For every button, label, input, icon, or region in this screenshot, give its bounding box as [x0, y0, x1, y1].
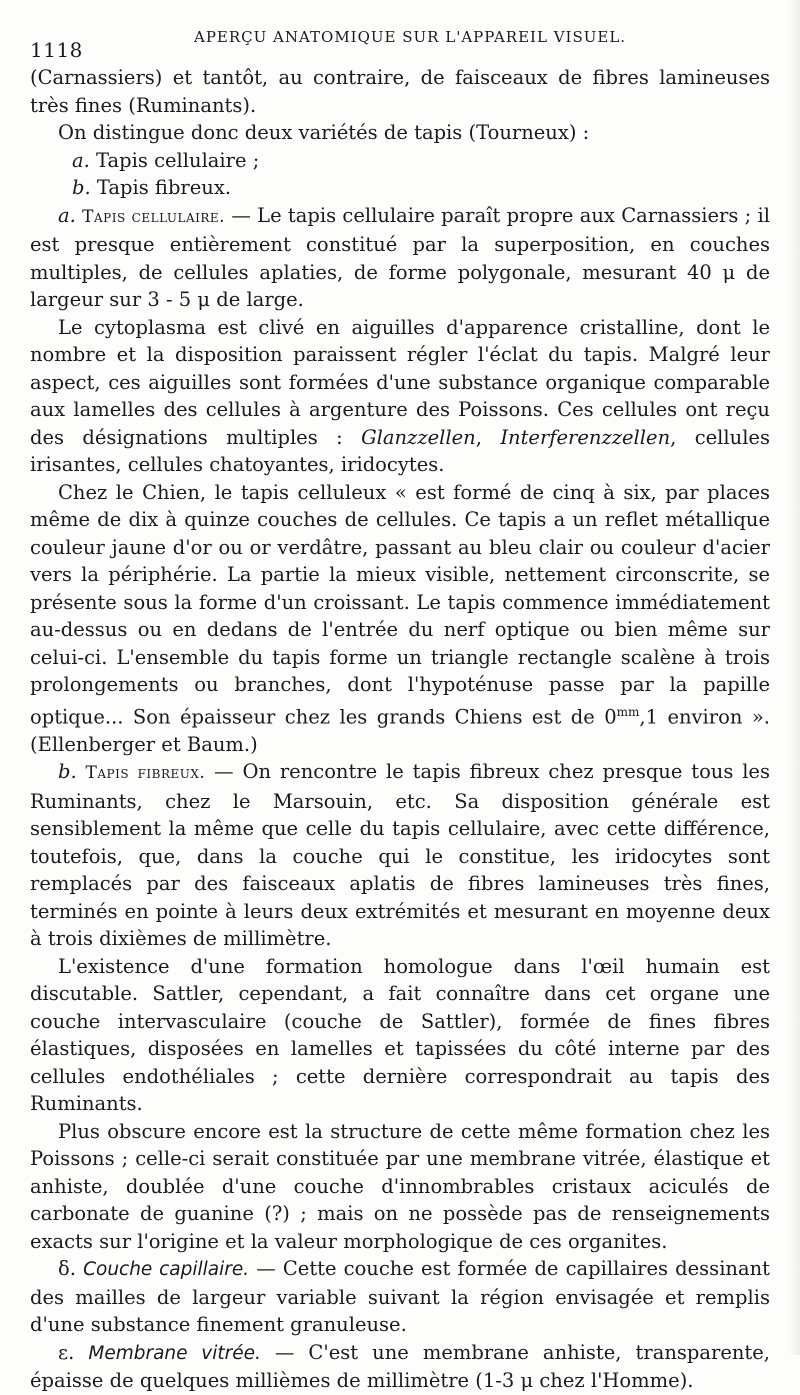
- section-letter: δ.: [58, 1257, 76, 1280]
- paragraph: [30, 479, 770, 759]
- paragraph-text: Le cytoplasma est clivé en aiguilles d'apparence cristalline, dont le nombre et la disposition paraissent régler l'éclat du tapis. Malgré leur aspect, ces aiguilles sont formées d'une substance organique comparable aux lamelles des cellules à argenture des Poissons. Ces cellules ont reçu des désignations multiples :: [30, 315, 770, 449]
- section-letter: b.: [58, 760, 77, 783]
- paragraph-text: — C'est une membrane anhiste, transparente, épaisse de quelques millièmes de millimètre (1-3 μ chez l'Homme).: [30, 1340, 770, 1392]
- paragraph-text: , cellules irisantes, cellules chatoyantes, iridocytes.: [30, 425, 770, 476]
- paragraph-text: (Carnassiers) et tantôt, au contraire, de faisceaux de fibres lamineuses très fines (Ruminants).: [30, 66, 770, 117]
- paragraph-text: On distingue donc deux variétés de tapis (Tourneux) :: [58, 121, 590, 144]
- list-item: [30, 174, 770, 202]
- item-letter: a.: [72, 148, 90, 172]
- paragraph: [30, 64, 770, 119]
- page-edge-shadow: [788, 0, 800, 1355]
- paragraph-text: — On rencontre le tapis fibreux chez presque tous les Ruminants, chez le Marsouin, etc. Sa disposition générale est sensiblement la même que celle du tapis cellulaire, avec cette différence, toutefois, que, dans la couche qui le constitue, les iridocytes sont remplacés par des faisceaux aplatis de fibres lamineuses très fines, terminés en pointe à leurs deux extrémités et mesurant en moyenne deux à trois dixièmes de millimètre.: [30, 760, 770, 950]
- section-heading: Couche capillaire.: [83, 1259, 250, 1280]
- paragraph: [30, 1255, 770, 1339]
- paragraph: [30, 1339, 770, 1395]
- paragraph: [30, 953, 770, 1118]
- paragraph: [30, 1118, 770, 1256]
- paragraph: [30, 314, 770, 479]
- item-text: Tapis fibreux.: [96, 176, 232, 199]
- page-number: 1118: [30, 38, 83, 62]
- list-item: [30, 147, 770, 175]
- running-head: APERÇU ANATOMIQUE SUR L'APPAREIL VISUEL.: [194, 28, 627, 46]
- section-heading: Membrane vitrée.: [88, 1342, 261, 1364]
- paragraph-text: — Cette couche est formée de capillaires dessinant des mailles de largeur variable suivant la région envisagée et remplis d'une substance finement granuleuse.: [30, 1257, 771, 1336]
- item-text: Tapis cellulaire ;: [96, 148, 260, 172]
- paragraph: [30, 202, 770, 314]
- section-letter: a.: [58, 203, 76, 227]
- section-heading: Tapis cellulaire.: [82, 206, 226, 227]
- term-italic: Interferenzzellen: [500, 425, 671, 449]
- paragraph-text: L'existence d'une formation homologue dans l'œil humain est discutable. Sattler, cependant, a fait connaître dans cet organe une couche intervasculaire (couche de Sattler), formée de fines fibres élastiques, disposées en lamelles et tapissées du côté interne par des cellules endothéliales ; cette dernière correspondrait au tapis des Ruminants.: [30, 954, 770, 1115]
- paragraph: [30, 119, 770, 147]
- superscript-unit: mm: [616, 704, 640, 719]
- section-heading: Tapis fibreux.: [85, 763, 206, 783]
- paragraph-text: ,1 environ ». (Ellenberger et Baum.): [30, 705, 770, 756]
- paragraph: [30, 758, 770, 953]
- body-text: [30, 64, 770, 1395]
- paragraph-text: Plus obscure encore est la structure de cette même formation chez les Poissons ; celle-ci serait constituée par une membrane vitrée, élastique et anhiste, doublée d'une couche d'innombrables cristaux aciculés de carbonate de guanine (?) ; mais on ne possède pas de renseignements exacts sur l'origine et la valeur morphologique de ces organites.: [30, 1119, 770, 1253]
- term-italic: Glanzzellen: [361, 425, 476, 449]
- paragraph-text: Chez le Chien, le tapis celluleux « est formé de cinq à six, par places même de dix à quinze couches de cellules. Ce tapis a un reflet métallique couleur jaune d'or ou or verdâtre, passant au bleu clair ou couleur d'acier vers la périphérie. La partie la mieux visible, nettement circonscrite, se présente sous la forme d'un croissant. Le tapis commence immédiatement au-dessus ou en dedans de l'entrée du nerf optique ou bien même sur celui-ci. L'ensemble du tapis forme un triangle rectangle scalène à trois prolongements ou branches, dont l'hypoténuse passe par la papille optique... Son épaisseur chez les grands Chiens est de 0: [30, 480, 770, 728]
- paragraph-text: — Le tapis cellulaire paraît propre aux Carnassiers ; il est presque entièrement constitué par la superposition, en couches multiples, de cellules aplaties, de forme polygonale, mesurant 40 μ de largeur sur 3 - 5 μ de large.: [30, 203, 771, 311]
- page-header: [30, 24, 770, 64]
- section-letter: ε.: [58, 1340, 75, 1364]
- item-letter: b.: [72, 176, 91, 199]
- separator: ,: [475, 425, 501, 449]
